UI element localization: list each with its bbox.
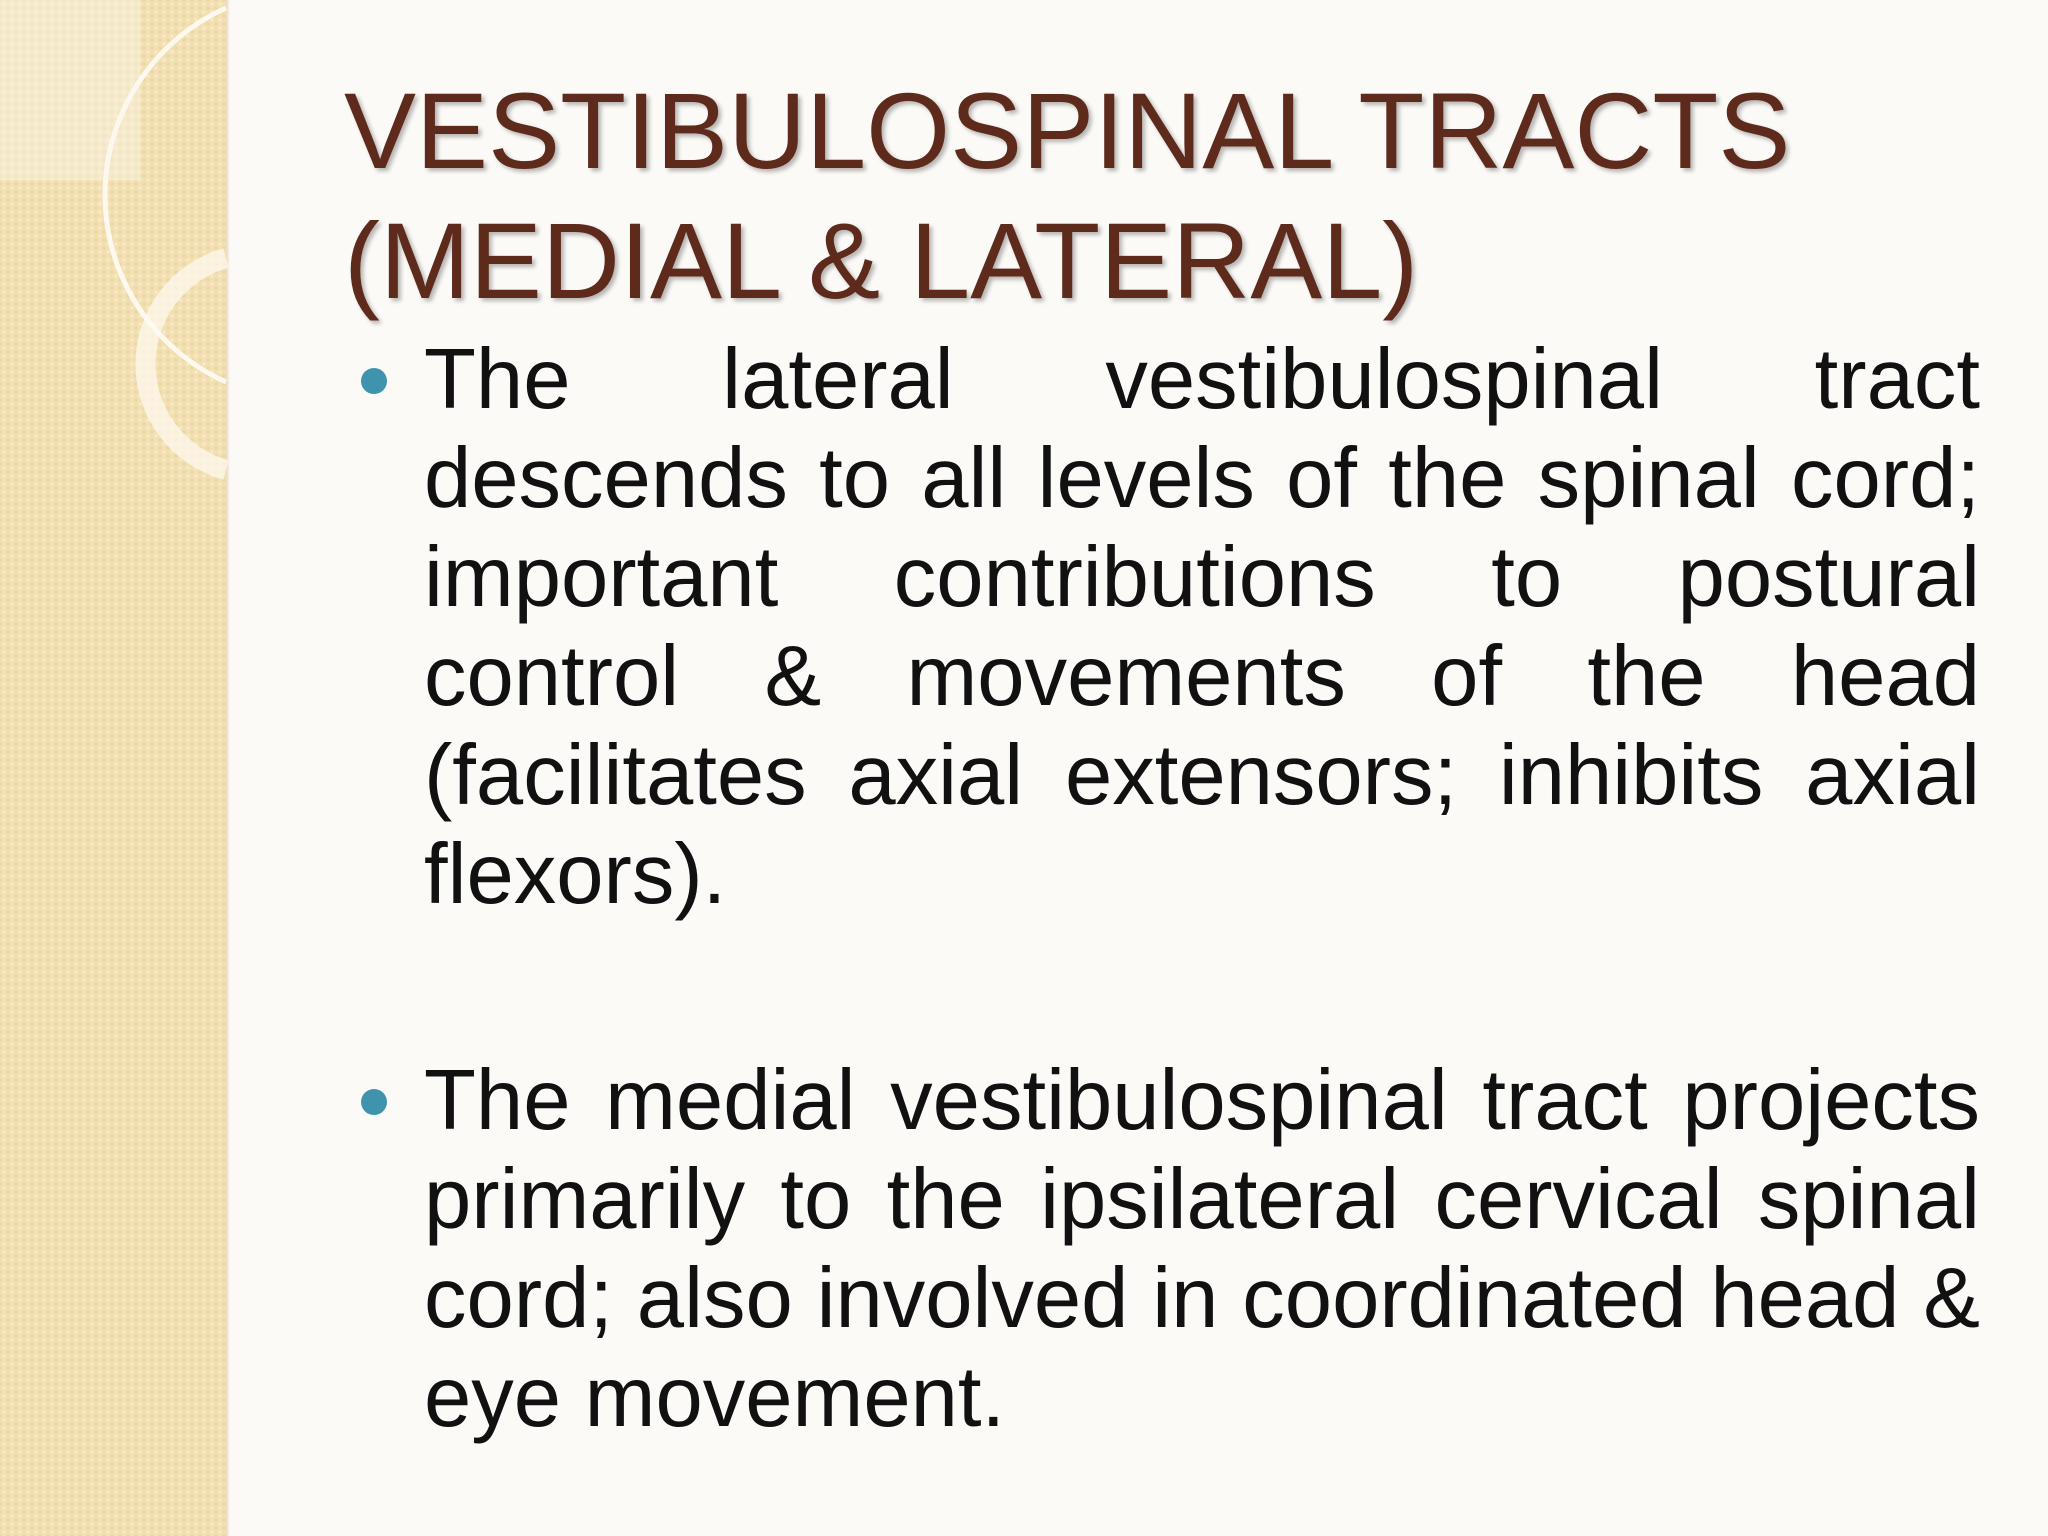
decorative-medium-ring xyxy=(145,258,226,470)
decorative-rings xyxy=(0,0,260,520)
slide-title-line-2: (MEDIAL & LATERAL) xyxy=(344,200,1419,321)
bullet-item-medial-tract xyxy=(424,1051,1980,1447)
bullet-dot-icon xyxy=(361,1089,387,1115)
bullet-list xyxy=(424,330,1980,1447)
bullet-text: The medial vestibulospinal tract projects primarily to the ipsilateral cervical spinal cord; also involved in coordinated head & eye movement. xyxy=(424,1053,1980,1445)
bullet-dot-icon xyxy=(361,368,387,394)
slide-title-line-1: VESTIBULOSPINAL TRACTS xyxy=(344,70,1791,191)
decorative-pale-panel xyxy=(0,0,140,180)
slide-title xyxy=(344,66,1984,326)
bullet-text: The lateral vestibulospinal tract descends to all levels of the spinal cord; important contributions to postural control & movements of the head (facilitates axial extensors; inhibits axial flexors). xyxy=(424,332,1980,922)
bullet-item-lateral-tract xyxy=(424,330,1980,924)
